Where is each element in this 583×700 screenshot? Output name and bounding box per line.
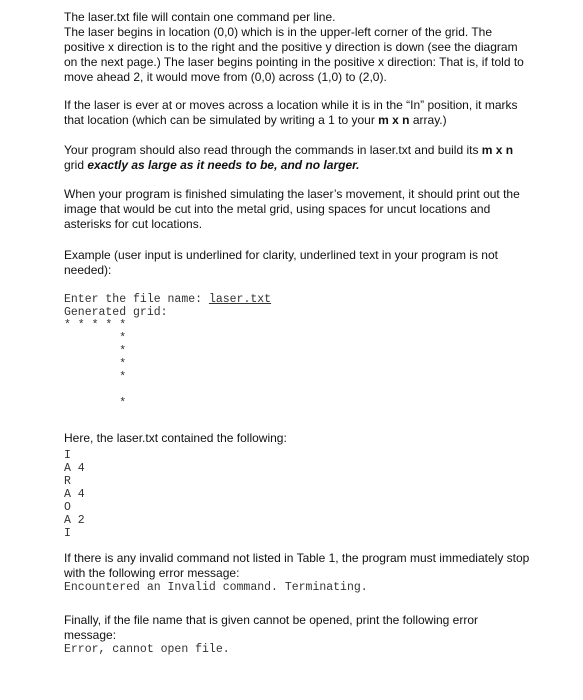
intro-line-5: move ahead 2, it would move from (0,0) across (1,0) to (2,0). xyxy=(64,70,387,84)
grid-row: * xyxy=(64,332,127,345)
marking-text-end: array.) xyxy=(409,113,447,127)
intro-line-1: The laser.txt file will contain one command per line. xyxy=(64,10,336,24)
build-paragraph xyxy=(64,143,513,173)
example-paragraph xyxy=(64,248,498,278)
finally-section xyxy=(64,613,478,656)
finished-line-1: When your program is finished simulating the laser’s movement, it should print out the xyxy=(64,187,520,201)
user-input: laser.txt xyxy=(208,293,272,306)
marking-array-term: m x n xyxy=(378,113,410,127)
invalid-line-2: with the following error message: xyxy=(64,566,240,580)
build-line-2 xyxy=(64,158,513,173)
grid-row: * * * * * xyxy=(64,319,127,332)
finished-paragraph xyxy=(64,187,520,232)
grid-row xyxy=(64,384,271,397)
grid-output xyxy=(64,319,271,410)
command-line: A 4 xyxy=(64,462,85,475)
example-line-1: Example (user input is underlined for clarity, underlined text in your program is not xyxy=(64,248,498,262)
command-line: A 2 xyxy=(64,514,85,527)
command-line: R xyxy=(64,475,71,488)
invalid-message: Encountered an Invalid command. Terminating. xyxy=(64,581,368,594)
finally-line-1: Finally, if the file name that is given cannot be opened, print the following error xyxy=(64,613,479,627)
intro-paragraph xyxy=(64,10,524,85)
build-line-1 xyxy=(64,143,513,158)
prompt-text: Enter the file name: xyxy=(64,293,209,306)
contained-text: Here, the laser.txt contained the following: xyxy=(64,431,287,445)
grid-row: * xyxy=(64,358,127,371)
build-emphasis: exactly as large as it needs to be, and no larger. xyxy=(87,158,360,172)
invalid-line-1: If there is any invalid command not listed in Table 1, the program must immediately stop xyxy=(64,551,530,565)
intro-line-4: on the next page.) The laser begins pointing in the positive x direction: That is, if told to xyxy=(64,55,524,69)
console-output xyxy=(64,293,271,410)
marking-text: that location (which can be simulated by writing a 1 to your xyxy=(64,113,379,127)
command-line: O xyxy=(64,501,71,514)
contained-section xyxy=(64,431,287,540)
finished-line-3: asterisks for cut locations. xyxy=(64,217,203,231)
finally-line-2: message: xyxy=(64,628,117,642)
command-line: I xyxy=(64,527,71,540)
grid-row: * xyxy=(64,345,127,358)
command-line: I xyxy=(64,449,71,462)
build-text-2: grid xyxy=(64,158,88,172)
build-text: Your program should also read through the commands in laser.txt and build its xyxy=(64,143,482,157)
marking-paragraph xyxy=(64,98,518,128)
intro-line-3: positive x direction is to the right and the positive y direction is down (see the diagram xyxy=(64,40,518,54)
grid-row: * xyxy=(64,397,127,410)
invalid-section xyxy=(64,551,529,594)
generated-label: Generated grid: xyxy=(64,306,168,319)
marking-line-2 xyxy=(64,113,518,128)
marking-line-1: If the laser is ever at or moves across a location while it is in the “In” position, it marks xyxy=(64,98,518,112)
command-line: A 4 xyxy=(64,488,85,501)
command-list xyxy=(64,449,287,540)
intro-line-2: The laser begins in location (0,0) which is in the upper-left corner of the grid. The xyxy=(64,25,493,39)
build-array-term: m x n xyxy=(481,143,514,157)
grid-row: * xyxy=(64,371,127,384)
prompt-line xyxy=(64,293,271,306)
file-error-message: Error, cannot open file. xyxy=(64,643,230,656)
example-line-2: needed): xyxy=(64,263,112,277)
finished-line-2: image that would be cut into the metal grid, using spaces for uncut locations and xyxy=(64,202,491,216)
